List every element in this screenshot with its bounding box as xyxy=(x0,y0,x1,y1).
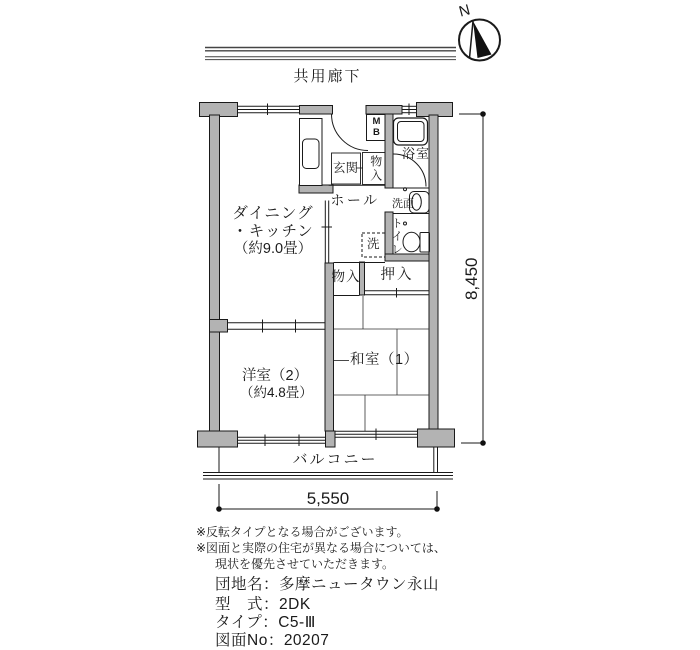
note-line1: ※反転タイプとなる場合がございます。 xyxy=(196,525,409,539)
kitchen-counter xyxy=(300,119,323,186)
oshiire-label: 押入 xyxy=(380,267,414,283)
bathroom-window xyxy=(402,104,417,116)
bathtub-icon xyxy=(394,118,428,145)
corridor-lines xyxy=(205,48,456,60)
compass-label: N xyxy=(457,1,473,21)
youshitsu-label: 洋室（2） xyxy=(242,368,309,384)
info-type: タイプ：C5-Ⅲ xyxy=(215,614,316,631)
youshitsu-balcony-door xyxy=(238,435,326,447)
dimension-width-label: 5,550 xyxy=(306,489,350,508)
info-danchi: 団地名：多摩ニュータウン永山 xyxy=(215,576,440,593)
north-compass-icon xyxy=(459,20,500,61)
top-window xyxy=(238,104,300,116)
washitsu-label: 和室（1） xyxy=(350,352,419,368)
corridor-label: 共用廊下 xyxy=(293,68,362,85)
laundry-label: 洗 xyxy=(367,237,380,251)
hall-label: ホール xyxy=(330,192,380,208)
washitsu-balcony-door xyxy=(335,429,418,441)
storage-top-label: 物入 xyxy=(368,155,383,183)
info-zumen-no: 図面No：20207 xyxy=(215,632,330,649)
dk-youshitsu-partition xyxy=(228,320,326,333)
dining-kitchen-line2: ・キッチン xyxy=(232,222,314,240)
toilet-icon xyxy=(403,232,430,252)
note-line3: 現状を優先させていただきます。 xyxy=(215,557,395,571)
oshiire-sliding-door xyxy=(365,288,430,298)
dining-kitchen-label xyxy=(222,205,324,257)
meter-box-label: MB xyxy=(370,116,382,138)
youshitsu-size-label: （約4.8畳） xyxy=(240,385,313,400)
dining-kitchen-size: （約9.0畳） xyxy=(233,240,313,257)
dimension-height-label: 8,450 xyxy=(462,257,482,301)
info-kata: 型 式：2DK xyxy=(215,596,311,613)
storage-mid-label: 物入 xyxy=(331,269,361,284)
toilet-label: トイレ xyxy=(390,217,403,256)
note-line2: ※図面と実際の住宅が異なる場合については、 xyxy=(196,541,446,555)
balcony-label: バルコニー xyxy=(292,451,378,468)
bathroom-label: 浴室 xyxy=(401,146,430,161)
genkan-label: 玄関 xyxy=(333,161,359,175)
entrance-door-arc xyxy=(332,114,369,151)
washroom-label: 洗面 xyxy=(392,198,414,210)
dining-kitchen-line1: ダイニング xyxy=(232,205,314,222)
